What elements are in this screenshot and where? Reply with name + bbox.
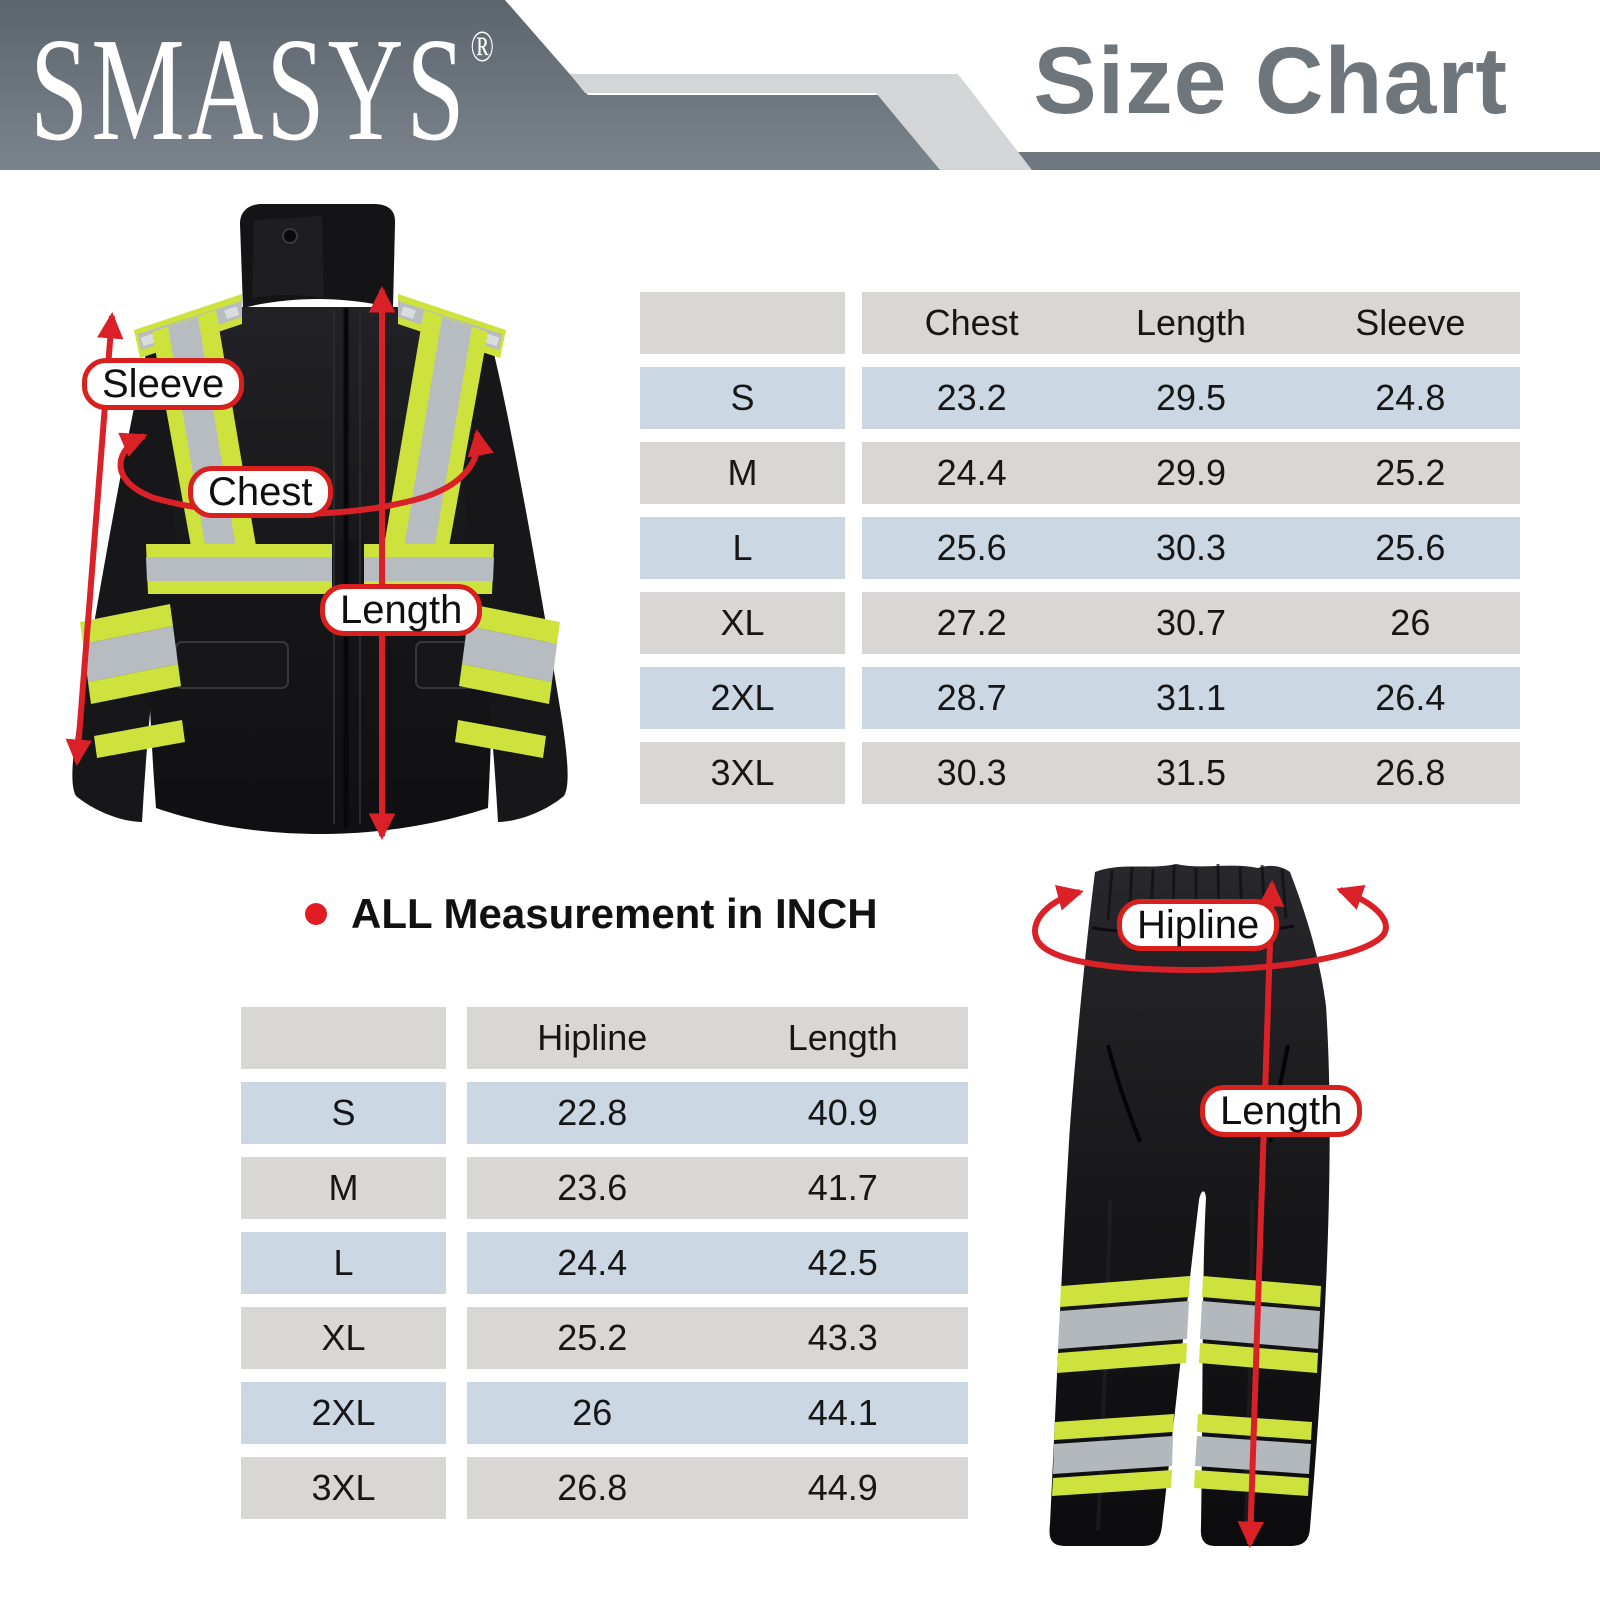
header-corner-cell <box>241 1007 446 1069</box>
column-header: Sleeve <box>1355 302 1466 343</box>
value-cells <box>467 1307 968 1369</box>
value-cells <box>467 1157 968 1219</box>
brand-logo <box>30 8 495 172</box>
value-cells <box>862 742 1520 804</box>
table-header-row <box>640 292 1520 354</box>
value-cell: 23.2 <box>936 377 1007 418</box>
table-row <box>640 442 1520 504</box>
value-cell: 24.8 <box>1375 377 1446 418</box>
value-cells <box>862 667 1520 729</box>
value-cells <box>467 1457 968 1519</box>
page-title: Size Chart <box>1033 28 1508 134</box>
jacket-length-label <box>320 584 482 636</box>
value-cell: 25.2 <box>557 1317 628 1358</box>
pants-length-label <box>1200 1085 1362 1137</box>
size-cell: M <box>241 1157 446 1219</box>
value-cell: 30.7 <box>1155 602 1227 643</box>
collar-snap-button <box>283 229 297 243</box>
size-cell: L <box>241 1232 446 1294</box>
registered-trademark-symbol: ® <box>470 22 495 71</box>
value-cell: 23.6 <box>557 1167 628 1208</box>
value-cell: 28.7 <box>936 677 1007 718</box>
table-row <box>640 517 1520 579</box>
value-cell: 30.3 <box>936 752 1007 793</box>
chest-label <box>188 466 333 518</box>
value-cell: 25.6 <box>936 527 1007 568</box>
value-cells <box>862 517 1520 579</box>
value-cells <box>467 1232 968 1294</box>
value-cell: 30.3 <box>1155 527 1227 568</box>
value-cell: 31.1 <box>1155 677 1227 718</box>
hipline-label-text: Hipline <box>1137 902 1260 947</box>
column-header: Length <box>1135 302 1247 343</box>
pants-length-label-text: Length <box>1220 1088 1343 1133</box>
value-cell: 31.5 <box>1155 752 1227 793</box>
value-cell: 26.8 <box>1375 752 1446 793</box>
value-cell: 27.2 <box>936 602 1007 643</box>
brand-name: SMASYS <box>30 8 468 172</box>
value-cell: 24.4 <box>557 1242 628 1283</box>
measurement-note <box>305 890 878 938</box>
size-cell: 2XL <box>640 667 845 729</box>
column-header: Chest <box>924 302 1019 343</box>
table-row <box>241 1082 968 1144</box>
column-header: Length <box>787 1017 898 1058</box>
sleeve-label-text: Sleeve <box>102 361 225 406</box>
value-cells <box>862 442 1520 504</box>
value-cell: 22.8 <box>557 1092 628 1133</box>
table-row <box>241 1457 968 1519</box>
value-cell: 44.1 <box>807 1392 878 1433</box>
pants-figure <box>990 840 1490 1580</box>
value-cell: 26.4 <box>1375 677 1446 718</box>
table-row <box>241 1382 968 1444</box>
hipline-label <box>1117 899 1279 951</box>
size-cell: L <box>640 517 845 579</box>
value-cell: 25.6 <box>1375 527 1446 568</box>
header-cells <box>862 292 1520 354</box>
value-cell: 40.9 <box>807 1092 878 1133</box>
value-cell: 29.9 <box>1155 452 1227 493</box>
chest-label-text: Chest <box>208 469 313 514</box>
jacket-size-table <box>640 292 1520 804</box>
value-cell: 44.9 <box>807 1467 878 1508</box>
table-row <box>241 1232 968 1294</box>
value-cell: 43.3 <box>807 1317 878 1358</box>
value-cell: 42.5 <box>807 1242 878 1283</box>
red-bullet-icon <box>305 903 327 925</box>
value-cell: 26 <box>1390 602 1431 643</box>
table-row <box>241 1157 968 1219</box>
sleeve-label <box>82 358 244 410</box>
value-cells <box>862 367 1520 429</box>
value-cell: 25.2 <box>1375 452 1446 493</box>
column-header: Hipline <box>537 1017 648 1058</box>
header-corner-cell <box>640 292 845 354</box>
table-row <box>241 1307 968 1369</box>
size-cell: S <box>241 1082 446 1144</box>
size-cell: 3XL <box>241 1457 446 1519</box>
jacket-length-label-text: Length <box>340 587 463 632</box>
value-cells <box>467 1382 968 1444</box>
header-cells <box>467 1007 968 1069</box>
size-cell: 2XL <box>241 1382 446 1444</box>
value-cell: 26 <box>572 1392 613 1433</box>
size-cell: S <box>640 367 845 429</box>
value-cell: 29.5 <box>1155 377 1227 418</box>
value-cell: 24.4 <box>936 452 1007 493</box>
table-row <box>640 667 1520 729</box>
chest-band-silver <box>146 557 494 581</box>
size-cell: XL <box>640 592 845 654</box>
value-cells <box>467 1082 968 1144</box>
measurement-note-text: ALL Measurement in INCH <box>351 890 878 937</box>
table-row <box>640 367 1520 429</box>
size-cell: 3XL <box>640 742 845 804</box>
left-pocket-flap <box>176 642 288 688</box>
table-row <box>640 742 1520 804</box>
value-cell: 41.7 <box>807 1167 878 1208</box>
pants-size-table <box>241 1007 968 1519</box>
size-cell: XL <box>241 1307 446 1369</box>
table-header-row <box>241 1007 968 1069</box>
value-cells <box>862 592 1520 654</box>
table-row <box>640 592 1520 654</box>
value-cell: 26.8 <box>557 1467 628 1508</box>
size-cell: M <box>640 442 845 504</box>
